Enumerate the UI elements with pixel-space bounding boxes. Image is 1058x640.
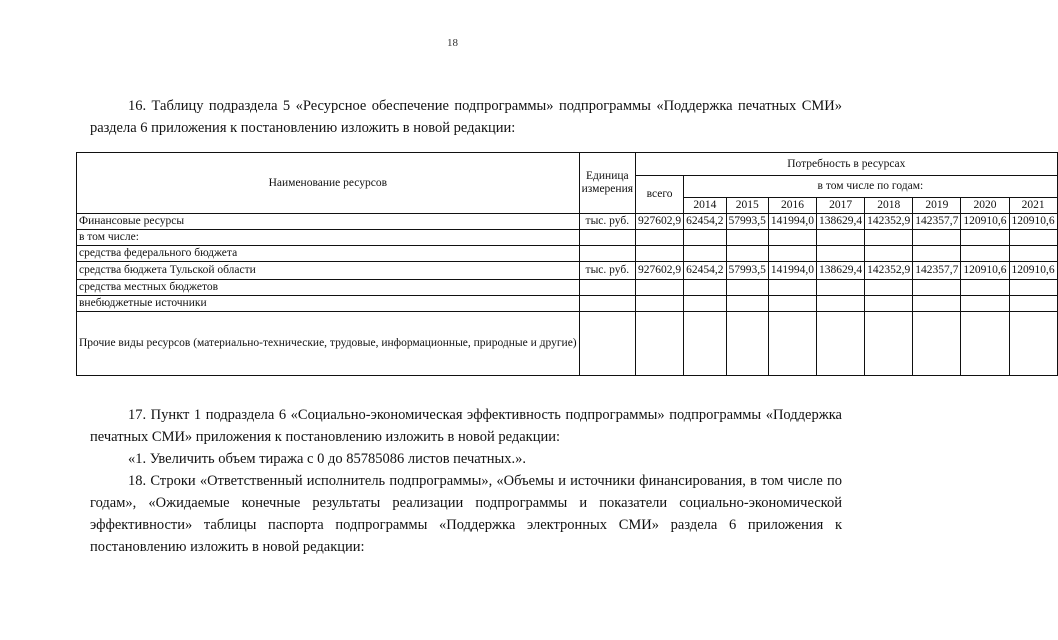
- row-year-value: [1009, 280, 1057, 296]
- row-year-value: [961, 312, 1009, 376]
- row-year-value: 62454,2: [684, 214, 726, 230]
- row-name: средства федерального бюджета: [77, 246, 580, 262]
- row-year-value: [913, 230, 961, 246]
- resources-table-body: [77, 214, 1058, 376]
- row-year-value: [817, 296, 865, 312]
- header-by-years: в том числе по годам:: [684, 176, 1058, 198]
- row-name: средства бюджета Тульской области: [77, 262, 580, 280]
- row-year-value: [768, 246, 816, 262]
- row-unit: [579, 246, 635, 262]
- row-total: [636, 230, 684, 246]
- row-year-value: 142357,7: [913, 262, 961, 280]
- row-name: Прочие виды ресурсов (материально-технические, трудовые, информационные, природные и другие): [77, 312, 580, 376]
- row-unit: [579, 312, 635, 376]
- header-need: Потребность в ресурсах: [636, 153, 1058, 176]
- row-year-value: [726, 296, 768, 312]
- row-name: в том числе:: [77, 230, 580, 246]
- row-year-value: [684, 230, 726, 246]
- row-year-value: [684, 280, 726, 296]
- row-year-value: [865, 246, 913, 262]
- row-unit: тыс. руб.: [579, 214, 635, 230]
- row-year-value: [1009, 296, 1057, 312]
- table-row: [77, 312, 1058, 376]
- row-year-value: [817, 230, 865, 246]
- header-year: 2018: [865, 198, 913, 214]
- table-row: [77, 214, 1058, 230]
- header-year: 2017: [817, 198, 865, 214]
- header-year: 2014: [684, 198, 726, 214]
- row-year-value: 141994,0: [768, 214, 816, 230]
- row-total: [636, 312, 684, 376]
- table-row: [77, 296, 1058, 312]
- row-year-value: [768, 230, 816, 246]
- row-year-value: [865, 296, 913, 312]
- paragraph-18-text: 18. Строки «Ответственный исполнитель подпрограммы», «Объемы и источники финансирования, в том числе по годам», «Ожидаемые конечные результаты реализации подпрограммы и показатели социально-экономической эффективности» таблицы паспорта подпрограммы «Поддержка электронных СМИ» раздела 6 приложения к постановлению изложить в новой редакции:: [90, 473, 842, 555]
- row-total: [636, 296, 684, 312]
- header-year: 2019: [913, 198, 961, 214]
- header-total: всего: [636, 176, 684, 214]
- row-year-value: 142352,9: [865, 262, 913, 280]
- row-year-value: [865, 230, 913, 246]
- row-unit: [579, 230, 635, 246]
- resources-table-wrapper: [76, 152, 1058, 376]
- row-year-value: [1009, 246, 1057, 262]
- resources-table: [76, 152, 1058, 376]
- row-year-value: [1009, 312, 1057, 376]
- row-unit: [579, 280, 635, 296]
- page-number: 18: [447, 37, 458, 49]
- paragraph-18: [90, 470, 842, 558]
- paragraph-17-text: 17. Пункт 1 подраздела 6 «Социально-экономическая эффективность подпрограммы» подпрограммы «Поддержка печатных СМИ» приложения к постановлению изложить в новой редакции:: [90, 407, 842, 445]
- row-year-value: [768, 296, 816, 312]
- row-year-value: [913, 280, 961, 296]
- row-unit: тыс. руб.: [579, 262, 635, 280]
- paragraph-16-text: 16. Таблицу подраздела 5 «Ресурсное обеспечение подпрограммы» подпрограммы «Поддержка печатных СМИ» раздела 6 приложения к постановлению изложить в новой редакции:: [90, 98, 842, 136]
- header-year: 2020: [961, 198, 1009, 214]
- table-row: [77, 246, 1058, 262]
- quote-paragraph: [90, 448, 842, 470]
- row-year-value: [1009, 230, 1057, 246]
- row-name: внебюджетные источники: [77, 296, 580, 312]
- header-year: 2016: [768, 198, 816, 214]
- row-year-value: [865, 312, 913, 376]
- row-year-value: 141994,0: [768, 262, 816, 280]
- row-total: 927602,9: [636, 214, 684, 230]
- header-unit: Единица измерения: [579, 153, 635, 214]
- row-year-value: 138629,4: [817, 262, 865, 280]
- row-year-value: [913, 296, 961, 312]
- row-year-value: [768, 280, 816, 296]
- table-row: [77, 280, 1058, 296]
- row-year-value: 57993,5: [726, 214, 768, 230]
- row-year-value: 142357,7: [913, 214, 961, 230]
- row-total: 927602,9: [636, 262, 684, 280]
- row-year-value: 62454,2: [684, 262, 726, 280]
- row-year-value: [684, 296, 726, 312]
- row-year-value: [768, 312, 816, 376]
- table-row: [77, 230, 1058, 246]
- row-year-value: [684, 246, 726, 262]
- row-year-value: [913, 312, 961, 376]
- row-year-value: [865, 280, 913, 296]
- row-year-value: [913, 246, 961, 262]
- row-unit: [579, 296, 635, 312]
- row-year-value: [961, 230, 1009, 246]
- row-year-value: [961, 296, 1009, 312]
- row-year-value: 120910,6: [1009, 214, 1057, 230]
- row-year-value: 120910,6: [961, 262, 1009, 280]
- row-year-value: [726, 246, 768, 262]
- row-year-value: [684, 312, 726, 376]
- row-year-value: 142352,9: [865, 214, 913, 230]
- row-year-value: [726, 312, 768, 376]
- row-year-value: 57993,5: [726, 262, 768, 280]
- row-name: средства местных бюджетов: [77, 280, 580, 296]
- row-year-value: 138629,4: [817, 214, 865, 230]
- row-name: Финансовые ресурсы: [77, 214, 580, 230]
- paragraph-17: [90, 404, 842, 448]
- quote-text: «1. Увеличить объем тиража с 0 до 85785086 листов печатных.».: [128, 451, 526, 467]
- row-year-value: [817, 280, 865, 296]
- row-total: [636, 280, 684, 296]
- row-year-value: [961, 246, 1009, 262]
- row-year-value: [817, 246, 865, 262]
- header-year: 2015: [726, 198, 768, 214]
- paragraph-16: [90, 95, 842, 139]
- row-year-value: [726, 280, 768, 296]
- table-row: [77, 262, 1058, 280]
- header-resource-name: Наименование ресурсов: [77, 153, 580, 214]
- row-year-value: [961, 280, 1009, 296]
- row-year-value: [726, 230, 768, 246]
- row-year-value: 120910,6: [1009, 262, 1057, 280]
- row-total: [636, 246, 684, 262]
- row-year-value: 120910,6: [961, 214, 1009, 230]
- header-year: 2021: [1009, 198, 1057, 214]
- row-year-value: [817, 312, 865, 376]
